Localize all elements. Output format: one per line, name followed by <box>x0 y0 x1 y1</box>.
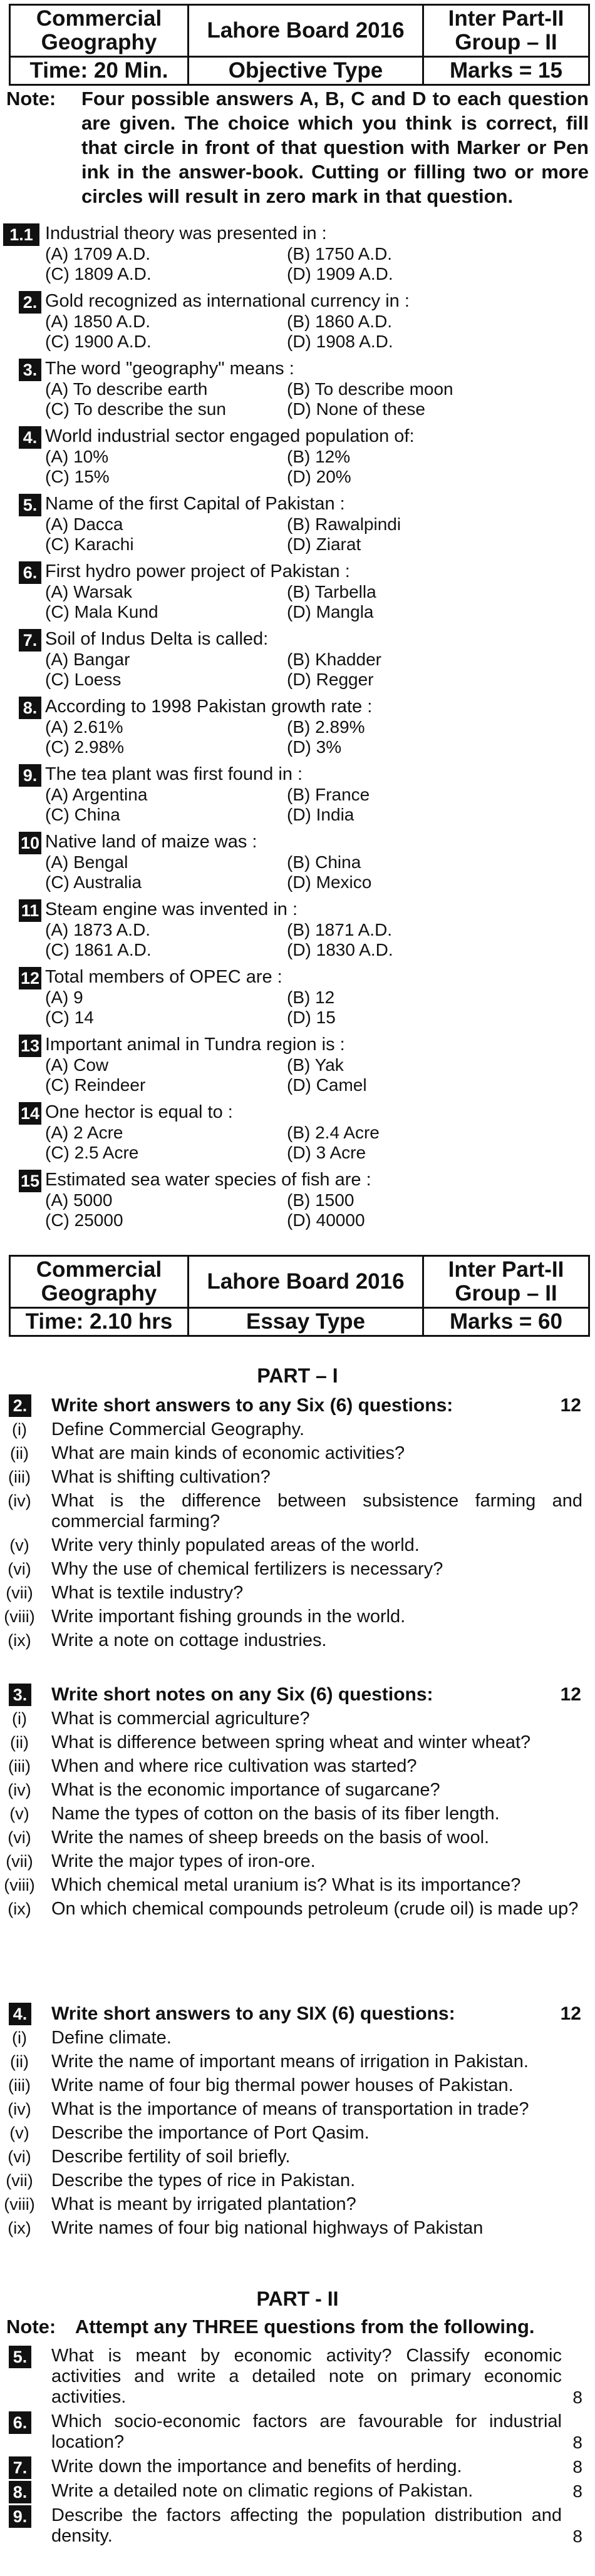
item-numeral: (viii) <box>4 1876 35 1894</box>
option-b: (B) Yak <box>287 1055 344 1075</box>
part-one-heading: PART – I <box>257 1364 338 1387</box>
question-text: One hector is equal to : <box>45 1102 233 1122</box>
option-a: (A) 1873 A.D. <box>45 920 151 939</box>
question-text: The word "geography" means : <box>45 359 294 379</box>
item-text: What is the importance of means of transportation in trade? <box>51 2099 529 2119</box>
item-text: Write a note on cottage industries. <box>51 1630 327 1650</box>
question-text: Name of the first Capital of Pakistan : <box>45 494 345 514</box>
option-d: (D) Mexico <box>287 872 372 892</box>
question-text: Steam engine was invented in : <box>45 899 298 919</box>
item-text: Describe fertility of soil briefly. <box>51 2147 291 2167</box>
option-c: (C) Karachi <box>45 534 134 554</box>
option-c: (C) Australia <box>45 872 142 892</box>
option-a: (A) Warsak <box>45 582 132 601</box>
item-numeral: (iii) <box>8 1757 31 1776</box>
item-numeral: (viii) <box>4 1607 35 1626</box>
item-numeral: (iii) <box>8 2076 31 2095</box>
objective-question <box>0 357 595 423</box>
objective-question <box>0 1168 595 1234</box>
option-c: (C) 1861 A.D. <box>45 940 152 959</box>
level-cell: Inter Part-II Group – II <box>423 1256 589 1308</box>
option-d: (D) 15 <box>287 1008 336 1027</box>
item-numeral: (i) <box>12 1709 27 1728</box>
item-numeral: (viii) <box>4 2195 35 2214</box>
option-b: (B) Khadder <box>287 650 381 669</box>
paper-type-cell: Essay Type <box>189 1308 423 1336</box>
item-text: Describe the importance of Port Qasim. <box>51 2123 370 2143</box>
question-number: 10 <box>19 832 41 854</box>
question-number: 13 <box>19 1035 41 1057</box>
objective-question <box>0 425 595 491</box>
question-text: Write a detailed note on climatic regions of Pakistan. <box>51 2481 473 2501</box>
item-text: Describe the types of rice in Pakistan. <box>51 2170 356 2190</box>
question-text: According to 1998 Pakistan growth rate : <box>45 697 373 717</box>
short-question-item <box>0 1899 595 1923</box>
option-a: (A) Cow <box>45 1055 109 1075</box>
short-question-item <box>0 1827 595 1851</box>
note-text: Attempt any THREE questions from the following. <box>75 2316 535 2338</box>
option-d: (D) 1830 A.D. <box>287 940 393 959</box>
item-text: What is commercial agriculture? <box>51 1709 310 1729</box>
option-a: (A) Argentina <box>45 785 148 804</box>
short-question-item <box>0 2052 595 2075</box>
option-a: (A) Bengal <box>45 852 128 872</box>
item-numeral: (ii) <box>10 2052 29 2071</box>
question-text: Which socio-economic factors are favourable for industrial location? <box>51 2411 562 2452</box>
item-numeral: (vii) <box>6 1852 33 1871</box>
option-a: (A) 10% <box>45 447 109 466</box>
option-b: (B) 2.4 Acre <box>287 1123 380 1142</box>
objective-question <box>0 831 595 896</box>
instructions-note <box>6 86 589 208</box>
item-numeral: (iv) <box>8 1491 31 1510</box>
question-number: 6. <box>9 2411 31 2434</box>
question-marks: 8 <box>572 2457 582 2476</box>
short-question-item <box>0 2218 595 2242</box>
question-text: Write down the importance and benefits of herding. <box>51 2456 462 2476</box>
item-text: What is meant by irrigated plantation? <box>51 2194 356 2214</box>
short-question-item <box>0 1756 595 1780</box>
option-c: (C) Reindeer <box>45 1075 146 1095</box>
question-marks: 8 <box>572 2527 582 2546</box>
option-c: (C) Mala Kund <box>45 602 158 621</box>
short-question-item <box>0 1804 595 1827</box>
item-numeral: (vi) <box>8 1828 31 1847</box>
option-a: (A) 5000 <box>45 1190 113 1210</box>
question-number: 8. <box>9 2481 31 2503</box>
option-a: (A) 9 <box>45 988 83 1007</box>
short-question-item <box>0 1709 595 1732</box>
item-text: Write the names of sheep breeds on the basis of wool. <box>51 1827 490 1848</box>
note-label: Note: <box>6 2316 56 2338</box>
option-b: (B) Tarbella <box>287 582 376 601</box>
option-a: (A) Bangar <box>45 650 130 669</box>
marks-cell: Marks = 15 <box>423 57 589 85</box>
item-text: Write name of four big thermal power houses of Pakistan. <box>51 2075 514 2095</box>
item-text: What is the economic importance of sugarcane? <box>51 1780 440 1800</box>
item-text: What are main kinds of economic activities? <box>51 1443 405 1463</box>
question-number: 3. <box>9 1684 31 1706</box>
option-c: (C) 1809 A.D. <box>45 264 152 284</box>
option-c: (C) 14 <box>45 1008 94 1027</box>
subject-cell: Commercial Geography <box>10 5 189 57</box>
item-numeral: (ii) <box>10 1444 29 1463</box>
question-number: 1.1 <box>3 223 39 246</box>
short-question-item <box>0 1875 595 1899</box>
item-text: Why the use of chemical fertilizers is necessary? <box>51 1559 443 1579</box>
question-marks: 12 <box>560 1684 581 1705</box>
question-number: 15 <box>19 1170 41 1192</box>
option-b: (B) 1500 <box>287 1190 354 1210</box>
short-question-item <box>0 1419 595 1443</box>
objective-question <box>0 763 595 829</box>
question-text: Important animal in Tundra region is : <box>45 1035 345 1055</box>
option-b: (B) China <box>287 852 361 872</box>
short-question-item <box>0 1443 595 1467</box>
item-text: Write very thinly populated areas of the world. <box>51 1535 420 1555</box>
question-marks: 12 <box>560 1395 581 1416</box>
option-c: (C) 1900 A.D. <box>45 332 152 351</box>
question-instruction: Write short answers to any Six (6) questions: <box>51 1395 453 1416</box>
option-c: (C) Loess <box>45 670 122 689</box>
short-question-item <box>0 1607 595 1630</box>
question-number: 12 <box>19 967 41 989</box>
question-number: 5. <box>9 2346 31 2368</box>
question-number: 8. <box>19 697 41 719</box>
long-question <box>0 2411 595 2456</box>
option-b: (B) 1750 A.D. <box>287 244 393 263</box>
option-a: (A) To describe earth <box>45 379 208 399</box>
objective-question <box>0 560 595 626</box>
option-d: (D) India <box>287 805 354 824</box>
board-cell: Lahore Board 2016 <box>189 1256 423 1308</box>
short-question-item <box>0 1851 595 1875</box>
item-text: Name the types of cotton on the basis of its fiber length. <box>51 1804 500 1824</box>
item-numeral: (vi) <box>8 2147 31 2166</box>
option-d: (D) 1908 A.D. <box>287 332 393 351</box>
item-numeral: (vi) <box>8 1560 31 1578</box>
option-c: (C) 15% <box>45 467 110 486</box>
short-question-heading <box>0 2003 595 2028</box>
objective-question <box>0 1101 595 1167</box>
item-numeral: (vii) <box>6 2171 33 2190</box>
part-two-heading: PART - II <box>256 2287 339 2310</box>
option-c: (C) To describe the sun <box>45 399 226 419</box>
option-b: (B) To describe moon <box>287 379 453 399</box>
option-b: (B) Rawalpindi <box>287 514 401 534</box>
question-number: 7. <box>9 2456 31 2479</box>
question-marks: 8 <box>572 2481 582 2501</box>
option-d: (D) None of these <box>287 399 425 419</box>
option-d: (D) Mangla <box>287 602 374 621</box>
question-number: 14 <box>19 1102 41 1125</box>
question-marks: 8 <box>572 2388 582 2407</box>
question-text: Gold recognized as international currency in : <box>45 291 410 311</box>
short-question-heading <box>0 1684 595 1709</box>
question-instruction: Write short notes on any Six (6) questions: <box>51 1684 433 1705</box>
option-d: (D) Ziarat <box>287 534 361 554</box>
time-cell: Time: 20 Min. <box>10 57 189 85</box>
option-d: (D) Regger <box>287 670 374 689</box>
question-number: 7. <box>19 629 41 652</box>
note-text: Four possible answers A, B, C and D to each question are given. The choice which you think is correct, fill that circle in front of that question with Marker or Pen ink in the answer-book. Cutting or filling two or more circles will result in zero mark in that question. <box>81 88 589 207</box>
objective-question <box>0 493 595 558</box>
item-text: What is difference between spring wheat and winter wheat? <box>51 1732 531 1752</box>
question-number: 9. <box>19 764 41 787</box>
question-text: What is meant by economic activity? Classify economic activities and write a detailed note on primary economic activities. <box>51 2346 562 2407</box>
marks-cell: Marks = 60 <box>423 1308 589 1336</box>
option-b: (B) 1860 A.D. <box>287 312 393 331</box>
option-b: (B) 1871 A.D. <box>287 920 393 939</box>
time-cell: Time: 2.10 hrs <box>10 1308 189 1336</box>
option-d: (D) 20% <box>287 467 351 486</box>
short-question-item <box>0 1780 595 1804</box>
question-number: 5. <box>19 494 41 516</box>
option-c: (C) China <box>45 805 120 824</box>
item-numeral: (v) <box>9 1536 29 1555</box>
question-number: 4. <box>19 426 41 449</box>
item-numeral: (ix) <box>8 2219 31 2237</box>
option-a: (A) 1709 A.D. <box>45 244 151 263</box>
question-number: 6. <box>19 561 41 584</box>
short-question-item <box>0 1491 595 1535</box>
short-question-item <box>0 2170 595 2194</box>
short-question-item <box>0 2123 595 2147</box>
item-numeral: (vii) <box>6 1583 33 1602</box>
question-marks: 8 <box>572 2433 582 2452</box>
option-d: (D) 40000 <box>287 1210 365 1230</box>
item-text: Which chemical metal uranium is? What is its importance? <box>51 1875 521 1895</box>
short-question-item <box>0 1732 595 1756</box>
option-b: (B) 12 <box>287 988 335 1007</box>
long-question <box>0 2346 595 2411</box>
question-text: World industrial sector engaged population of: <box>45 426 415 446</box>
option-a: (A) Dacca <box>45 514 123 534</box>
item-text: Write names of four big national highways of Pakistan <box>51 2218 484 2238</box>
subject-cell: Commercial Geography <box>10 1256 189 1308</box>
question-number: 11 <box>19 899 41 922</box>
objective-question <box>0 898 595 964</box>
item-text: What is shifting cultivation? <box>51 1467 271 1487</box>
long-question <box>0 2481 595 2505</box>
question-text: Industrial theory was presented in : <box>45 223 327 243</box>
long-question <box>0 2456 595 2481</box>
item-numeral: (iv) <box>8 1781 31 1799</box>
short-question-item <box>0 2028 595 2052</box>
item-numeral: (i) <box>12 1420 27 1439</box>
short-question-item <box>0 2099 595 2123</box>
question-text: The tea plant was first found in : <box>45 764 303 784</box>
item-text: Write important fishing grounds in the world. <box>51 1607 406 1627</box>
item-numeral: (ix) <box>8 1631 31 1650</box>
question-text: Total members of OPEC are : <box>45 967 282 987</box>
objective-question <box>0 966 595 1031</box>
part-two-note <box>6 2316 535 2338</box>
option-b: (B) 2.89% <box>287 717 365 737</box>
item-text: Define Commercial Geography. <box>51 1419 305 1439</box>
question-number: 2. <box>9 1394 31 1417</box>
question-text: Describe the factors affecting the population distribution and density. <box>51 2505 562 2546</box>
paper-type-cell: Objective Type <box>189 57 423 85</box>
question-text: Estimated sea water species of fish are : <box>45 1170 371 1190</box>
item-numeral: (iii) <box>8 1468 31 1486</box>
option-b: (B) 12% <box>287 447 351 466</box>
objective-header-table <box>9 4 590 86</box>
item-text: On which chemical compounds petroleum (crude oil) is made up? <box>51 1899 579 1919</box>
question-text: Native land of maize was : <box>45 832 257 852</box>
item-text: What is textile industry? <box>51 1583 244 1603</box>
question-number: 3. <box>19 359 41 381</box>
question-instruction: Write short answers to any SIX (6) questions: <box>51 2003 455 2024</box>
question-text: Soil of Indus Delta is called: <box>45 629 269 649</box>
short-question-item <box>0 1559 595 1583</box>
item-text: When and where rice cultivation was started? <box>51 1756 417 1776</box>
item-text: Write the name of important means of irrigation in Pakistan. <box>51 2052 529 2072</box>
note-label: Note: <box>6 88 56 110</box>
short-question-item <box>0 2147 595 2170</box>
objective-question <box>0 628 595 693</box>
short-question-heading <box>0 1394 595 1419</box>
item-numeral: (v) <box>9 2124 29 2142</box>
short-question-item <box>0 1535 595 1559</box>
option-d: (D) 3% <box>287 737 342 757</box>
question-marks: 12 <box>560 2003 581 2024</box>
essay-header-table <box>9 1255 590 1337</box>
option-c: (C) 2.98% <box>45 737 125 757</box>
option-d: (D) Camel <box>287 1075 367 1095</box>
item-text: Define climate. <box>51 2028 172 2048</box>
short-question-item <box>0 2194 595 2218</box>
item-numeral: (v) <box>9 1804 29 1823</box>
option-c: (C) 2.5 Acre <box>45 1143 139 1162</box>
option-d: (D) 3 Acre <box>287 1143 366 1162</box>
objective-question <box>0 290 595 355</box>
item-numeral: (iv) <box>8 2100 31 2119</box>
objective-question <box>0 222 595 288</box>
short-question-item <box>0 1630 595 1654</box>
question-number: 2. <box>19 291 41 314</box>
option-a: (A) 1850 A.D. <box>45 312 151 331</box>
item-text: What is the difference between subsistence farming and commercial farming? <box>51 1491 582 1531</box>
long-question <box>0 2505 595 2550</box>
short-question-item <box>0 1467 595 1491</box>
option-b: (B) France <box>287 785 370 804</box>
short-question-item <box>0 1583 595 1607</box>
board-cell: Lahore Board 2016 <box>189 5 423 57</box>
question-number: 4. <box>9 2003 31 2025</box>
objective-question <box>0 695 595 761</box>
item-numeral: (ii) <box>10 1733 29 1752</box>
item-numeral: (i) <box>12 2028 27 2047</box>
item-numeral: (ix) <box>8 1899 31 1918</box>
option-c: (C) 25000 <box>45 1210 123 1230</box>
item-text: Write the major types of iron-ore. <box>51 1851 316 1871</box>
question-number: 9. <box>9 2505 31 2528</box>
question-text: First hydro power project of Pakistan : <box>45 561 350 581</box>
option-a: (A) 2 Acre <box>45 1123 123 1142</box>
short-question-item <box>0 2075 595 2099</box>
option-a: (A) 2.61% <box>45 717 123 737</box>
objective-question <box>0 1033 595 1099</box>
level-cell: Inter Part-II Group – II <box>423 5 589 57</box>
option-d: (D) 1909 A.D. <box>287 264 393 284</box>
